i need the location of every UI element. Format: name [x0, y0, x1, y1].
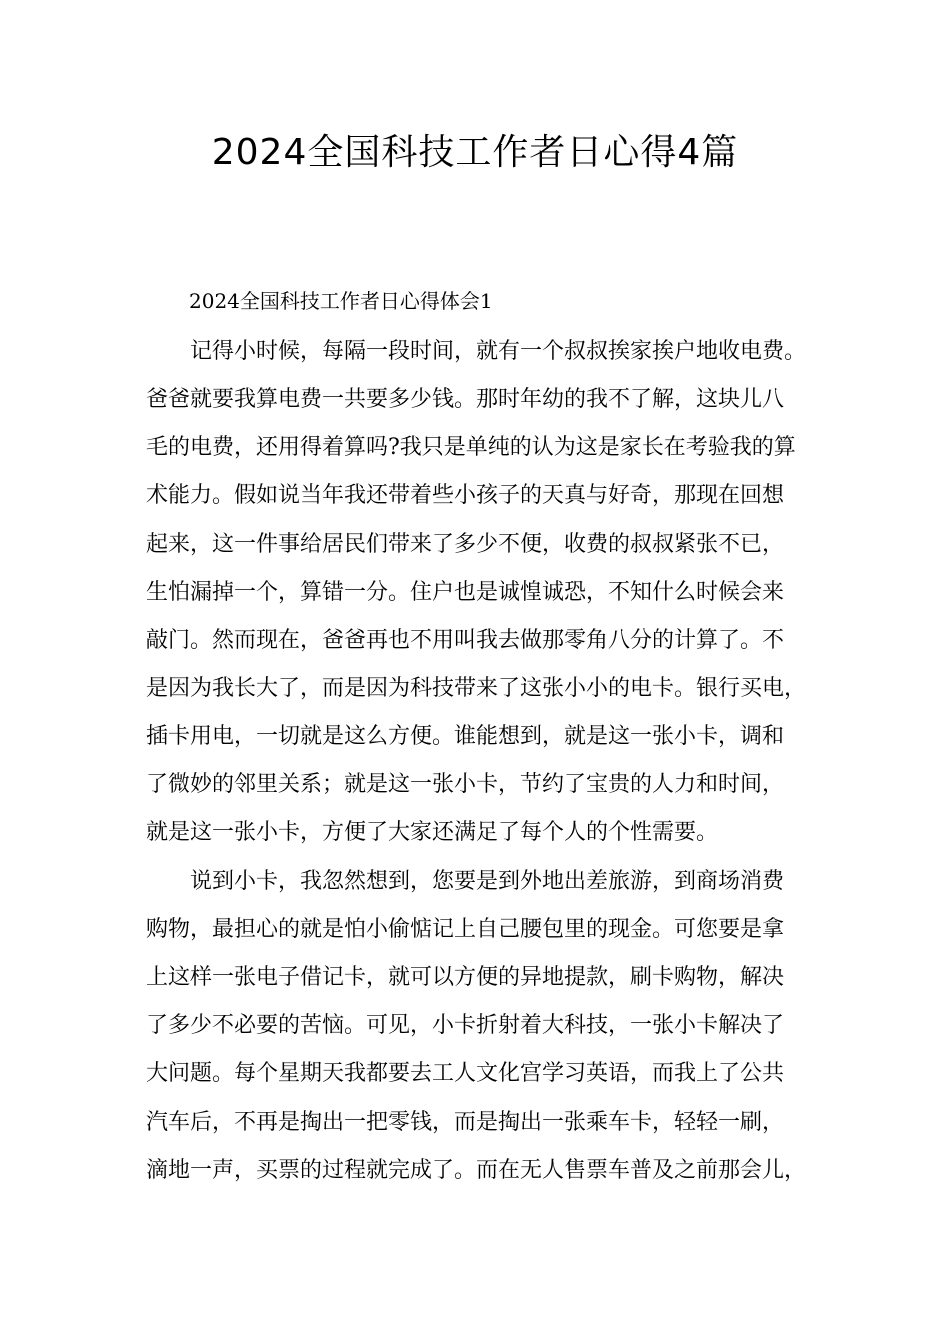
paragraph-line: 记得小时候，每隔一段时间，就有一个叔叔挨家挨户地收电费。: [190, 339, 807, 364]
paragraph-line: 敲门。然而现在，爸爸再也不用叫我去做那零角八分的计算了。不: [146, 628, 785, 653]
paragraph-line: 毛的电费，还用得着算吗?我只是单纯的认为这是家长在考验我的算: [146, 435, 796, 460]
paragraph-line: 大问题。每个星期天我都要去工人文化宫学习英语，而我上了公共: [146, 1061, 785, 1086]
paragraph-line: 就是这一张小卡，方便了大家还满足了每个人的个性需要。: [146, 820, 719, 845]
paragraph-line: 了多少不必要的苦恼。可见，小卡折射着大科技，一张小卡解决了: [146, 1013, 785, 1038]
paragraph-line: 上这样一张电子借记卡，就可以方便的异地提款，刷卡购物，解决: [146, 965, 785, 990]
paragraph-line: 购物，最担心的就是怕小偷惦记上自己腰包里的现金。可您要是拿: [146, 917, 785, 942]
document-title: 2024全国科技工作者日心得4篇: [211, 132, 739, 173]
paragraph-line: 爸爸就要我算电费一共要多少钱。那时年幼的我不了解，这块儿八: [146, 387, 785, 412]
paragraph-line: 说到小卡，我忽然想到，您要是到外地出差旅游，到商场消费: [190, 869, 785, 894]
paragraph-line: 生怕漏掉一个，算错一分。住户也是诚惶诚恐，不知什么时候会来: [146, 580, 785, 605]
section-heading: 2024全国科技工作者日心得体会1: [189, 289, 493, 313]
paragraph-line: 插卡用电，一切就是这么方便。谁能想到，就是这一张小卡，调和: [146, 724, 785, 749]
paragraph-line: 滴地一声，买票的过程就完成了。而在无人售票车普及之前那会儿，: [146, 1158, 807, 1183]
paragraph-line: 起来，这一件事给居民们带来了多少不便，收费的叔叔紧张不已，: [146, 532, 785, 557]
paragraph-line: 汽车后，不再是掏出一把零钱，而是掏出一张乘车卡，轻轻一刷，: [146, 1110, 785, 1135]
paragraph-line: 是因为我长大了，而是因为科技带来了这张小小的电卡。银行买电，: [146, 676, 807, 701]
paragraph-line: 术能力。假如说当年我还带着些小孩子的天真与好奇，那现在回想: [146, 483, 785, 508]
paragraph-line: 了微妙的邻里关系；就是这一张小卡，节约了宝贵的人力和时间，: [146, 772, 785, 797]
